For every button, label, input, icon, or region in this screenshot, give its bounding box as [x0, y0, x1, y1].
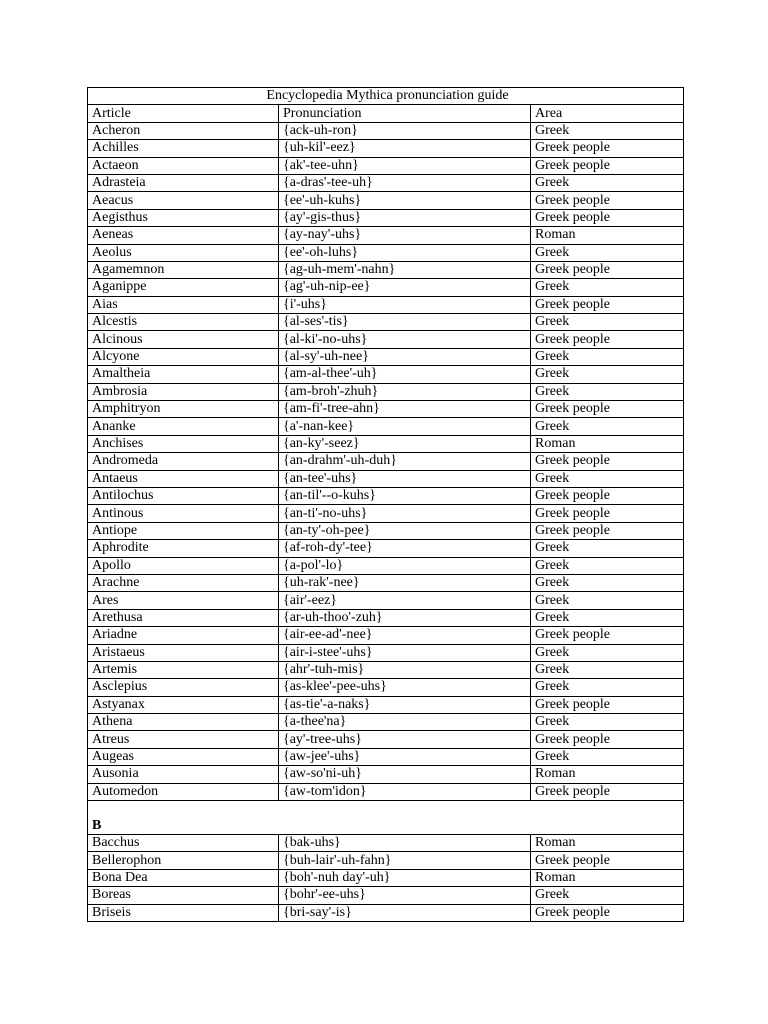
article-cell: Astyanax	[88, 696, 279, 713]
area-cell: Greek	[531, 174, 684, 191]
article-cell: Alcinous	[88, 331, 279, 348]
article-cell: Antiope	[88, 522, 279, 539]
table-row	[88, 140, 684, 157]
area-cell: Greek	[531, 887, 684, 904]
table-row	[88, 209, 684, 226]
pronunciation-cell: {ahr'-tuh-mis}	[279, 661, 531, 678]
area-cell: Greek people	[531, 487, 684, 504]
area-cell: Greek	[531, 557, 684, 574]
article-cell: Aegisthus	[88, 209, 279, 226]
area-cell: Roman	[531, 766, 684, 783]
pronunciation-cell: {ay-nay'-uhs}	[279, 227, 531, 244]
article-cell: Athena	[88, 714, 279, 731]
table-row	[88, 679, 684, 696]
table-row	[88, 296, 684, 313]
table-row	[88, 609, 684, 626]
article-cell: Automedon	[88, 783, 279, 800]
article-cell: Atreus	[88, 731, 279, 748]
table-row	[88, 748, 684, 765]
table-row	[88, 783, 684, 800]
area-cell: Greek people	[531, 904, 684, 921]
article-cell: Ambrosia	[88, 383, 279, 400]
pronunciation-cell: {ay'-tree-uhs}	[279, 731, 531, 748]
table-row	[88, 348, 684, 365]
pronunciation-cell: {ar-uh-thoo'-zuh}	[279, 609, 531, 626]
table-row	[88, 644, 684, 661]
table-row	[88, 487, 684, 504]
article-cell: Artemis	[88, 661, 279, 678]
pronunciation-cell: {aw-jee'-uhs}	[279, 748, 531, 765]
area-cell: Greek	[531, 644, 684, 661]
pronunciation-cell: {i'-uhs}	[279, 296, 531, 313]
section-spacer-row	[88, 801, 684, 818]
pronunciation-cell: {an-ti'-no-uhs}	[279, 505, 531, 522]
area-cell: Greek	[531, 348, 684, 365]
article-cell: Apollo	[88, 557, 279, 574]
pronunciation-cell: {an-til'--o-kuhs}	[279, 487, 531, 504]
pronunciation-cell: {ag'-uh-nip-ee}	[279, 279, 531, 296]
pronunciation-cell: {al-ki'-no-uhs}	[279, 331, 531, 348]
table-row	[88, 174, 684, 191]
area-cell: Greek	[531, 244, 684, 261]
header-pronunciation: Pronunciation	[279, 105, 531, 122]
article-cell: Antilochus	[88, 487, 279, 504]
table-row	[88, 852, 684, 869]
table-row	[88, 574, 684, 591]
area-cell: Greek	[531, 661, 684, 678]
section-spacer	[88, 801, 684, 818]
area-cell: Greek	[531, 366, 684, 383]
table-row	[88, 869, 684, 886]
pronunciation-cell: {uh-kil'-eez}	[279, 140, 531, 157]
pronunciation-cell: {aw-so'ni-uh}	[279, 766, 531, 783]
article-cell: Bacchus	[88, 835, 279, 852]
pronunciation-table	[87, 87, 684, 922]
pronunciation-cell: {ee'-uh-kuhs}	[279, 192, 531, 209]
table-row	[88, 766, 684, 783]
article-cell: Alcestis	[88, 314, 279, 331]
table-row	[88, 261, 684, 278]
table-row	[88, 157, 684, 174]
article-cell: Amaltheia	[88, 366, 279, 383]
pronunciation-cell: {a-pol'-lo}	[279, 557, 531, 574]
area-cell: Greek	[531, 279, 684, 296]
area-cell: Roman	[531, 435, 684, 452]
area-cell: Greek people	[531, 852, 684, 869]
article-cell: Bellerophon	[88, 852, 279, 869]
pronunciation-cell: {am-fi'-tree-ahn}	[279, 401, 531, 418]
pronunciation-cell: {a-dras'-tee-uh}	[279, 174, 531, 191]
pronunciation-cell: {al-sy'-uh-nee}	[279, 348, 531, 365]
article-cell: Amphitryon	[88, 401, 279, 418]
article-cell: Alcyone	[88, 348, 279, 365]
pronunciation-cell: {aw-tom'idon}	[279, 783, 531, 800]
article-cell: Actaeon	[88, 157, 279, 174]
area-cell: Greek people	[531, 505, 684, 522]
article-cell: Arachne	[88, 574, 279, 591]
area-cell: Greek people	[531, 453, 684, 470]
article-cell: Aeneas	[88, 227, 279, 244]
pronunciation-cell: {an-drahm'-uh-duh}	[279, 453, 531, 470]
table-row	[88, 122, 684, 139]
article-cell: Andromeda	[88, 453, 279, 470]
table-row	[88, 505, 684, 522]
area-cell: Roman	[531, 227, 684, 244]
area-cell: Greek people	[531, 696, 684, 713]
area-cell: Greek people	[531, 731, 684, 748]
pronunciation-cell: {an-ky'-seez}	[279, 435, 531, 452]
pronunciation-cell: {air-i-stee'-uhs}	[279, 644, 531, 661]
article-cell: Aphrodite	[88, 540, 279, 557]
pronunciation-cell: {am-broh'-zhuh}	[279, 383, 531, 400]
table-row	[88, 383, 684, 400]
pronunciation-cell: {an-tee'-uhs}	[279, 470, 531, 487]
article-cell: Ausonia	[88, 766, 279, 783]
table-row	[88, 314, 684, 331]
pronunciation-cell: {ay'-gis-thus}	[279, 209, 531, 226]
article-cell: Ares	[88, 592, 279, 609]
header-area: Area	[531, 105, 684, 122]
area-cell: Greek	[531, 748, 684, 765]
pronunciation-cell: {al-ses'-tis}	[279, 314, 531, 331]
table-row	[88, 244, 684, 261]
pronunciation-cell: {as-tie'-a-naks}	[279, 696, 531, 713]
article-cell: Asclepius	[88, 679, 279, 696]
table-row	[88, 887, 684, 904]
area-cell: Greek people	[531, 401, 684, 418]
article-cell: Antaeus	[88, 470, 279, 487]
article-cell: Ananke	[88, 418, 279, 435]
area-cell: Greek people	[531, 261, 684, 278]
pronunciation-cell: {an-ty'-oh-pee}	[279, 522, 531, 539]
area-cell: Greek	[531, 714, 684, 731]
header-row	[88, 105, 684, 122]
pronunciation-cell: {ak'-tee-uhn}	[279, 157, 531, 174]
pronunciation-cell: {af-roh-dy'-tee}	[279, 540, 531, 557]
header-article: Article	[88, 105, 279, 122]
pronunciation-cell: {buh-lair'-uh-fahn}	[279, 852, 531, 869]
table-row	[88, 453, 684, 470]
area-cell: Greek	[531, 574, 684, 591]
table-row	[88, 835, 684, 852]
area-cell: Greek	[531, 418, 684, 435]
area-cell: Greek	[531, 609, 684, 626]
pronunciation-cell: {a-thee'na}	[279, 714, 531, 731]
table-row	[88, 192, 684, 209]
article-cell: Aias	[88, 296, 279, 313]
pronunciation-cell: {bri-say'-is}	[279, 904, 531, 921]
area-cell: Greek	[531, 122, 684, 139]
pronunciation-cell: {air-ee-ad'-nee}	[279, 627, 531, 644]
area-cell: Greek	[531, 540, 684, 557]
article-cell: Aristaeus	[88, 644, 279, 661]
pronunciation-cell: {bohr'-ee-uhs}	[279, 887, 531, 904]
pronunciation-cell: {uh-rak'-nee}	[279, 574, 531, 591]
pronunciation-cell: {air'-eez}	[279, 592, 531, 609]
area-cell: Greek people	[531, 627, 684, 644]
table-row	[88, 401, 684, 418]
pronunciation-cell: {am-al-thee'-uh}	[279, 366, 531, 383]
pronunciation-cell: {bak-uhs}	[279, 835, 531, 852]
table-row	[88, 279, 684, 296]
article-cell: Adrasteia	[88, 174, 279, 191]
pronunciation-cell: {a'-nan-kee}	[279, 418, 531, 435]
article-cell: Boreas	[88, 887, 279, 904]
table-row	[88, 592, 684, 609]
table-row	[88, 331, 684, 348]
pronunciation-cell: {boh'-nuh day'-uh}	[279, 869, 531, 886]
article-cell: Aganippe	[88, 279, 279, 296]
table-row	[88, 435, 684, 452]
area-cell: Greek people	[531, 296, 684, 313]
table-row	[88, 522, 684, 539]
article-cell: Achilles	[88, 140, 279, 157]
title-row	[88, 88, 684, 105]
article-cell: Bona Dea	[88, 869, 279, 886]
table-row	[88, 418, 684, 435]
area-cell: Greek	[531, 383, 684, 400]
area-cell: Greek people	[531, 157, 684, 174]
table-row	[88, 227, 684, 244]
table-row	[88, 696, 684, 713]
pronunciation-cell: {ee'-oh-luhs}	[279, 244, 531, 261]
area-cell: Greek people	[531, 192, 684, 209]
article-cell: Aeolus	[88, 244, 279, 261]
pronunciation-cell: {as-klee'-pee-uhs}	[279, 679, 531, 696]
area-cell: Greek people	[531, 209, 684, 226]
area-cell: Roman	[531, 869, 684, 886]
table-row	[88, 557, 684, 574]
area-cell: Greek	[531, 592, 684, 609]
article-cell: Anchises	[88, 435, 279, 452]
table-title: Encyclopedia Mythica pronunciation guide	[88, 88, 684, 105]
area-cell: Greek people	[531, 783, 684, 800]
area-cell: Greek	[531, 679, 684, 696]
area-cell: Greek	[531, 470, 684, 487]
section-heading-row	[88, 817, 684, 835]
article-cell: Arethusa	[88, 609, 279, 626]
table-row	[88, 731, 684, 748]
article-cell: Acheron	[88, 122, 279, 139]
area-cell: Greek people	[531, 522, 684, 539]
table-row	[88, 714, 684, 731]
pronunciation-cell: {ag-uh-mem'-nahn}	[279, 261, 531, 278]
section-heading-b: B	[88, 817, 684, 835]
article-cell: Augeas	[88, 748, 279, 765]
area-cell: Greek people	[531, 331, 684, 348]
table-row	[88, 366, 684, 383]
table-row	[88, 627, 684, 644]
table-row	[88, 540, 684, 557]
article-cell: Briseis	[88, 904, 279, 921]
pronunciation-cell: {ack-uh-ron}	[279, 122, 531, 139]
table-row	[88, 904, 684, 921]
table-row	[88, 470, 684, 487]
article-cell: Ariadne	[88, 627, 279, 644]
article-cell: Aeacus	[88, 192, 279, 209]
article-cell: Antinous	[88, 505, 279, 522]
area-cell: Greek	[531, 314, 684, 331]
area-cell: Roman	[531, 835, 684, 852]
area-cell: Greek people	[531, 140, 684, 157]
table-row	[88, 661, 684, 678]
article-cell: Agamemnon	[88, 261, 279, 278]
